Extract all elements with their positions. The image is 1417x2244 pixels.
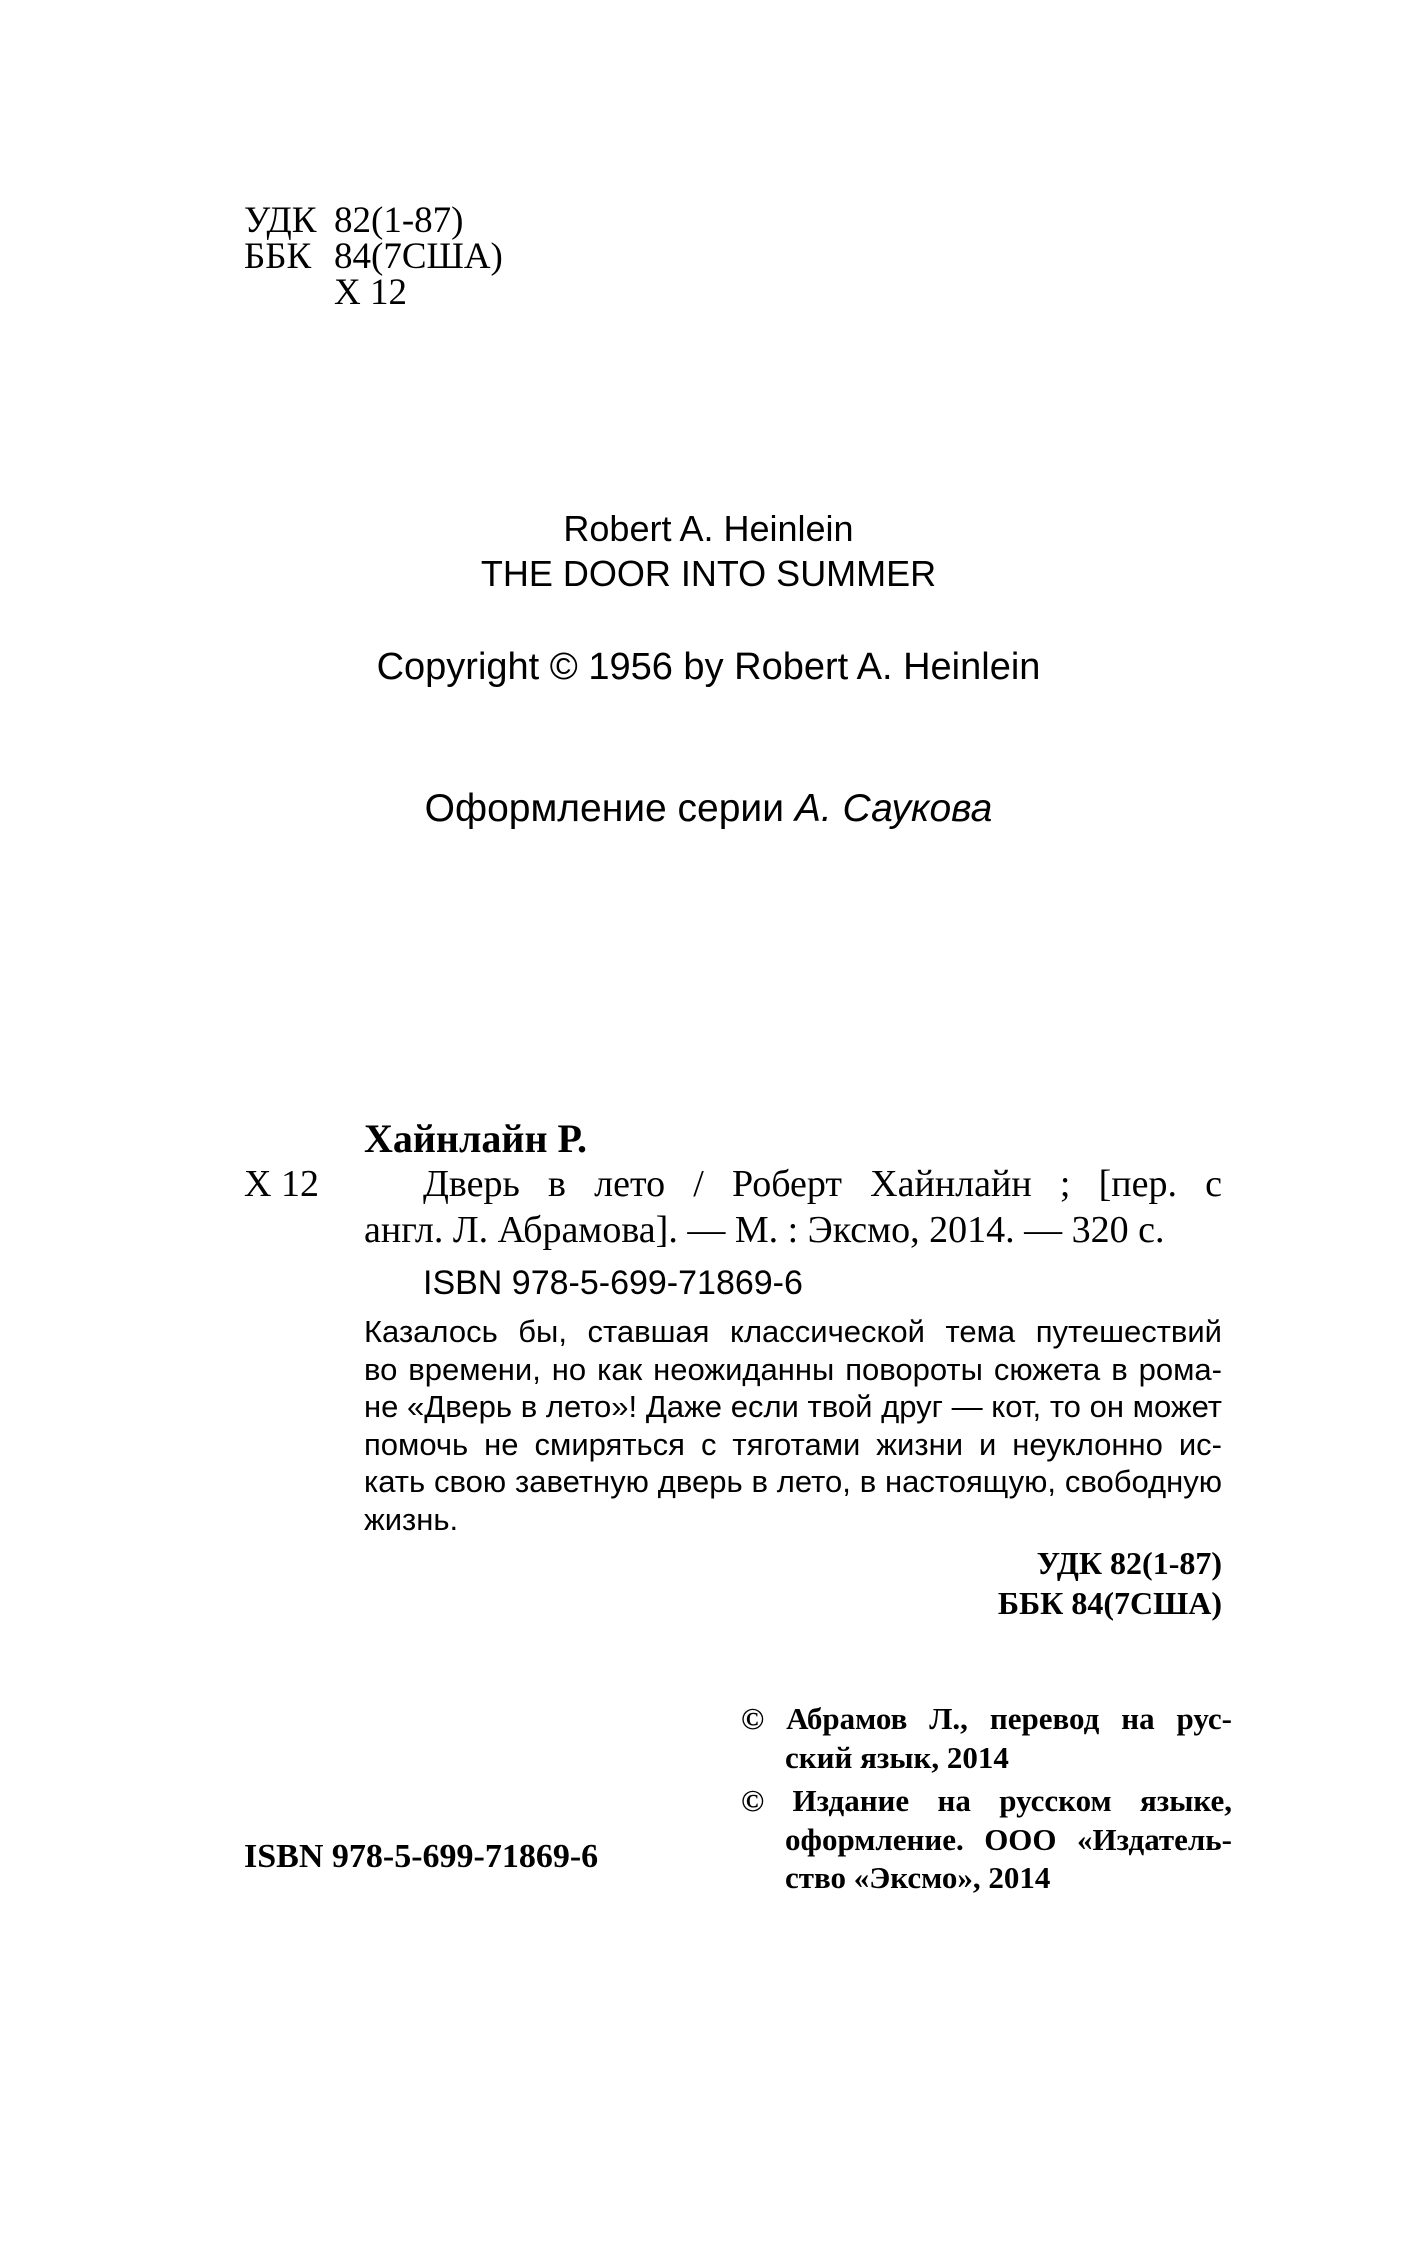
index-udk: УДК 82(1-87): [1036, 1545, 1222, 1581]
designer-name: А. Саукова: [794, 787, 993, 830]
annotation-line: помочь не смиряться с тяготами жизни и неуклонно ис-: [364, 1426, 1222, 1462]
copyright-line: ский язык, 2014: [785, 1739, 1009, 1775]
record-author-heading: Хайнлайн Р.: [364, 1116, 587, 1161]
annotation-line: во времени, но как неожиданны повороты сюжета в рома-: [364, 1351, 1222, 1387]
annotation-line: не «Дверь в лето»! Даже если твой друг — кот, то он может: [364, 1389, 1222, 1424]
udk-value: 82(1-87): [334, 200, 464, 241]
isbn-bold: ISBN 978-5-699-71869-6: [244, 1838, 599, 1875]
bbk-label: ББК: [244, 236, 312, 277]
author-mark-row: [244, 272, 503, 313]
copyright-line: ство «Эксмо», 2014: [785, 1860, 1051, 1895]
series-design-credit: [0, 787, 1417, 831]
index-bbk: ББК 84(7США): [997, 1585, 1222, 1621]
record-author-mark: Х 12: [244, 1163, 319, 1205]
copyright-line: © Издание на русском языке,: [741, 1783, 1232, 1818]
record-title-line: Дверь в лето / Роберт Хайнлайн ; [пер. с: [423, 1163, 1222, 1205]
record-imprint-line: англ. Л. Абрамова]. — М. : Эксмо, 2014. — 320 с.: [364, 1209, 1165, 1251]
author-mark: Х 12: [334, 272, 407, 313]
annotation-line: кать свою заветную дверь в лето, в настоящую, свободную: [364, 1464, 1222, 1499]
annotation-line: жизнь.: [364, 1501, 459, 1537]
translation-copyright: [741, 1700, 1232, 1777]
catalog-codes: [244, 200, 503, 313]
original-author: Robert A. Heinlein: [563, 508, 854, 549]
edition-copyright: [741, 1782, 1232, 1898]
bbk-value: 84(7США): [334, 236, 503, 277]
bbk-row: [244, 236, 503, 277]
udk-label: УДК: [244, 200, 317, 241]
annotation-line: Казалось бы, ставшая классической тема путешествий: [364, 1314, 1222, 1349]
design-prefix: Оформление серии: [424, 787, 785, 830]
original-title: THE DOOR INTO SUMMER: [480, 553, 937, 594]
record-isbn: ISBN 978-5-699-71869-6: [423, 1264, 803, 1302]
udk-row: [244, 200, 503, 241]
annotation: [364, 1313, 1222, 1538]
original-copyright: Copyright © 1956 by Robert A. Heinlein: [376, 646, 1041, 688]
copyright-line: © Абрамов Л., перевод на рус-: [741, 1701, 1232, 1736]
copyright-line: оформление. ООО «Издатель-: [785, 1821, 1232, 1857]
